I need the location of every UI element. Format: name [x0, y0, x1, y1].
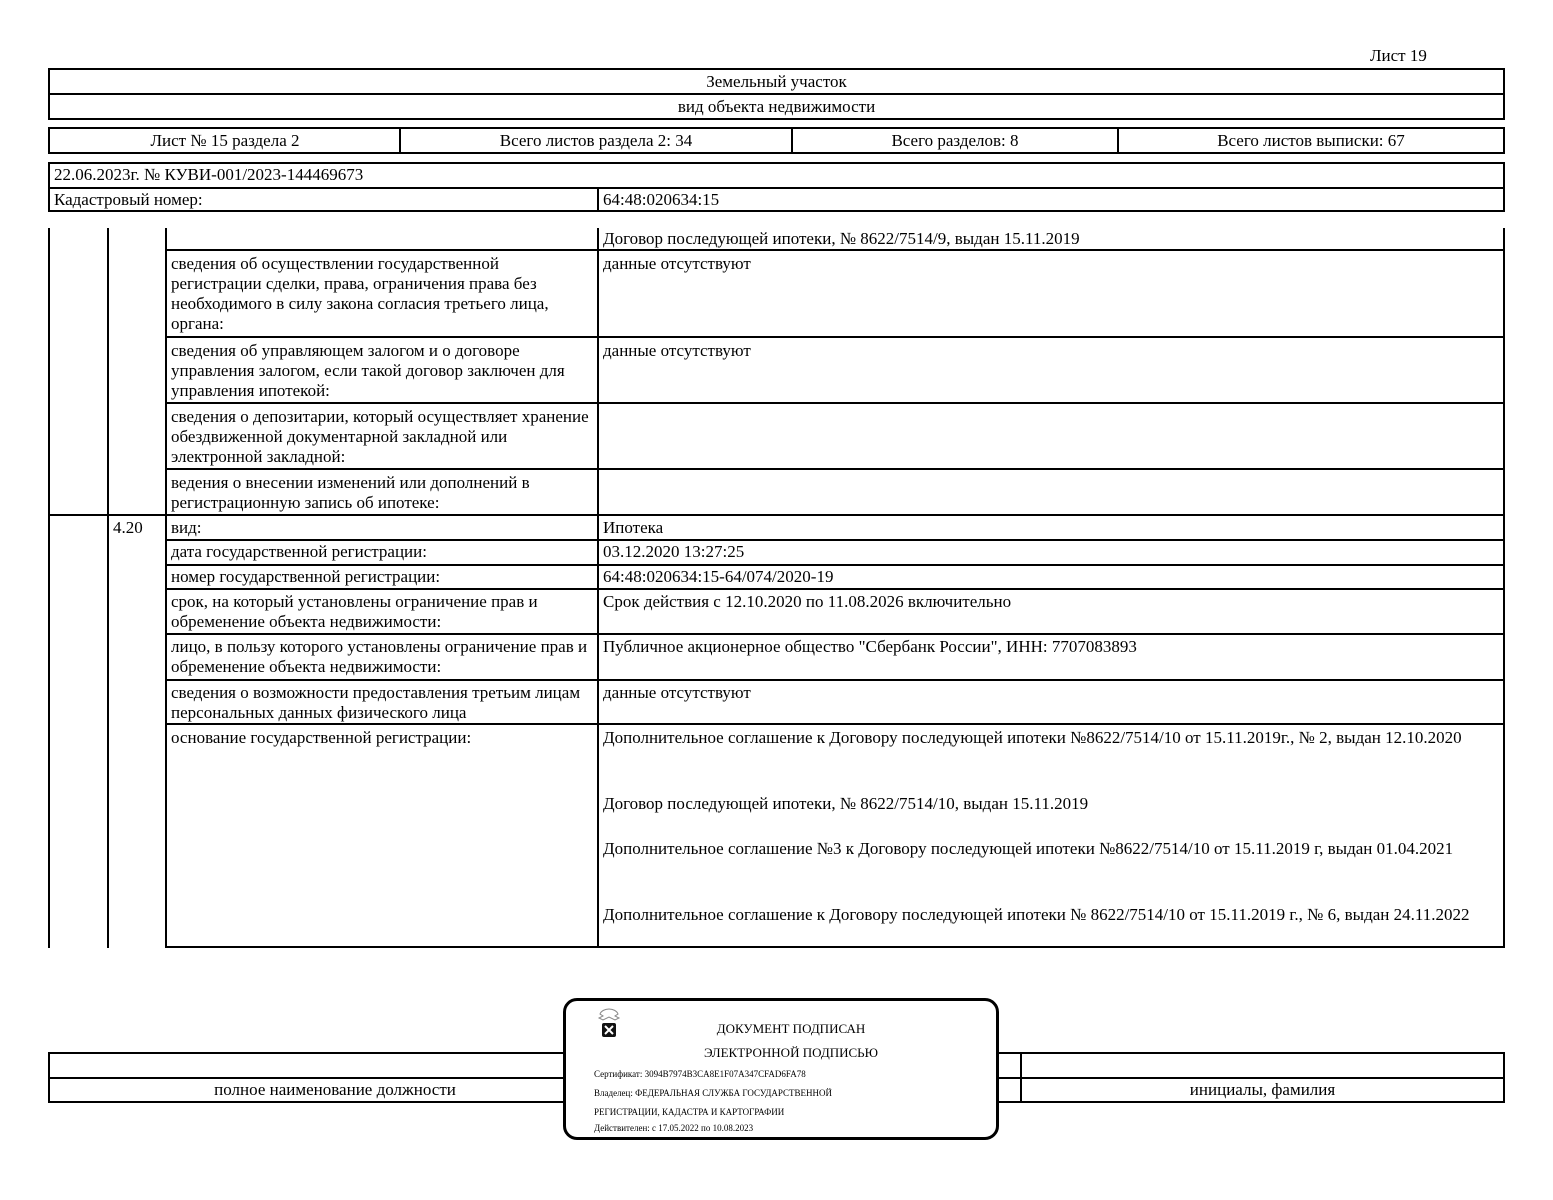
cadastral-label: Кадастровый номер:	[54, 190, 203, 209]
row-value: данные отсутствуют	[603, 254, 751, 273]
object-subtitle: вид объекта недвижимости	[677, 97, 876, 116]
extract-number: 22.06.2023г. № КУВИ-001/2023-144469673	[54, 165, 364, 184]
name-label: инициалы, фамилия	[1189, 1080, 1336, 1099]
section-number: 4.20	[113, 518, 143, 537]
sheet-info-row	[48, 127, 1505, 154]
row-label: лицо, в пользу которого установлены ограничение прав и обременение объекта недвижимости:	[171, 637, 588, 676]
basis-value: Договор последующей ипотеки, № 8622/7514/10, выдан 15.11.2019	[603, 794, 1089, 813]
row-label: сведения об управляющем залогом и о договоре управления залогом, если такой договор заключен для управления ипотекой:	[171, 341, 565, 400]
row-value: Срок действия с 12.10.2020 по 11.08.2026 включительно	[603, 592, 1012, 611]
position-label: полное наименование должности	[214, 1080, 456, 1099]
row-label: номер государственной регистрации:	[171, 567, 441, 586]
stamp-certificate: Сертификат: 3094B7974B3CA8E1F07A347CFAD6FA78	[594, 1069, 806, 1079]
stamp-owner: Владелец: ФЕДЕРАЛЬНАЯ СЛУЖБА ГОСУДАРСТВЕННОЙ	[594, 1088, 833, 1098]
stamp-owner-continued: РЕГИСТРАЦИИ, КАДАСТРА И КАРТОГРАФИИ	[594, 1107, 785, 1117]
row-label: дата государственной регистрации:	[171, 542, 427, 561]
row-value: 64:48:020634:15-64/074/2020-19	[603, 567, 834, 586]
total-sections: Всего разделов: 8	[891, 130, 1019, 150]
stamp-validity: Действителен: с 17.05.2022 по 10.08.2023	[594, 1123, 754, 1133]
object-type-header	[48, 68, 1505, 120]
basis-value: Дополнительное соглашение к Договору последующей ипотеки № 8622/7514/10 от 15.11.2019 г., № 6, выдан 24.11.2022	[603, 905, 1470, 924]
basis-value: Дополнительное соглашение №3 к Договору последующей ипотеки №8622/7514/10 от 15.11.2019 г, выдан 01.04.2021	[603, 839, 1454, 858]
row-label: сведения об осуществлении государственной регистрации сделки, права, ограничения права без необходимого в силу закона согласия третьего лица, органа:	[171, 254, 549, 333]
basis-label: основание государственной регистрации:	[171, 728, 472, 747]
cadastral-number: 64:48:020634:15	[603, 190, 720, 209]
document-reference	[48, 162, 1505, 212]
total-extract-sheets: Всего листов выписки: 67	[1217, 130, 1405, 150]
stamp-title: ДОКУМЕНТ ПОДПИСАН	[716, 1021, 866, 1036]
row-value: Публичное акционерное общество "Сбербанк России", ИНН: 7707083893	[603, 637, 1137, 656]
row-label: ведения о внесении изменений или дополнений в регистрационную запись об ипотеке:	[171, 473, 530, 512]
row-value: 03.12.2020 13:27:25	[603, 542, 745, 561]
electronic-signature-stamp	[563, 998, 999, 1140]
sheet-number: Лист № 15 раздела 2	[150, 130, 300, 150]
page-number: Лист 19	[1370, 46, 1427, 65]
row-label: сведения о возможности предоставления третьим лицам персональных данных физического лица	[171, 683, 581, 722]
row-label: срок, на который установлены ограничение прав и обременение объекта недвижимости:	[171, 592, 538, 631]
basis-value: Дополнительное соглашение к Договору последующей ипотеки №8622/7514/10 от 15.11.2019г., № 2, выдан 12.10.2020	[603, 728, 1462, 747]
stamp-subtitle: ЭЛЕКТРОННОЙ ПОДПИСЬЮ	[704, 1045, 878, 1060]
row-value: Договор последующей ипотеки, № 8622/7514/9, выдан 15.11.2019	[603, 229, 1080, 248]
row-value: данные отсутствуют	[603, 683, 751, 702]
total-section-sheets: Всего листов раздела 2: 34	[499, 130, 693, 150]
row-label: сведения о депозитарии, который осуществляет хранение обездвиженной документарной закладной или электронной закладной:	[171, 407, 589, 466]
row-value: Ипотека	[603, 518, 664, 537]
object-title: Земельный участок	[706, 72, 847, 91]
row-label: вид:	[171, 518, 202, 537]
row-value: данные отсутствуют	[603, 341, 751, 360]
